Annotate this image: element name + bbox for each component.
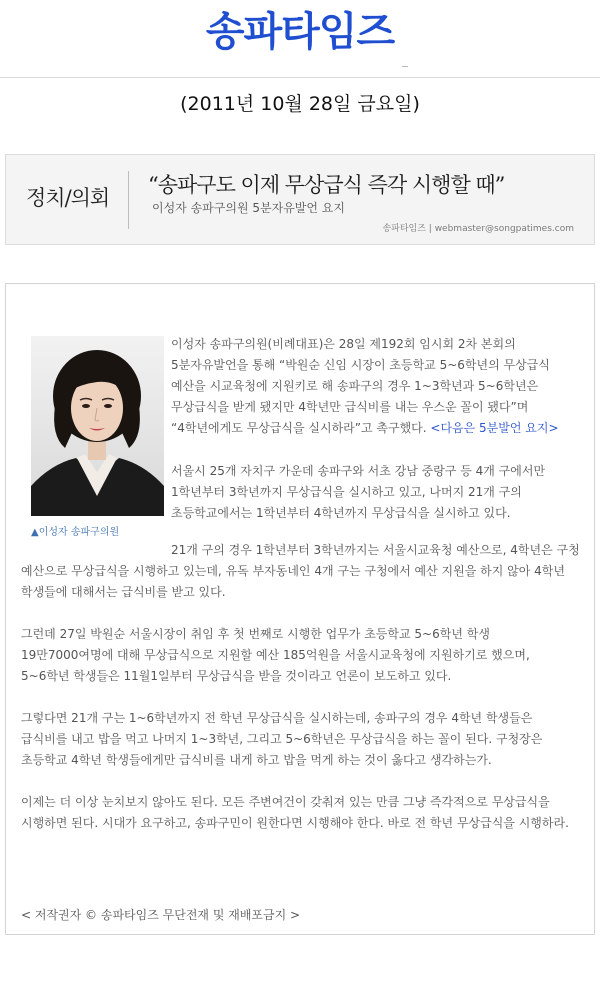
article-header bbox=[5, 154, 595, 245]
paragraph-2: 서울시 25개 자치구 가운데 송파구와 서초 강남 중랑구 등 4개 구에서만 1학년부터 3학년까지 무상급식을 실시하고 있고, 나머지 21개 구의 초등학교에서는 1학년부터 4학년까지 무상급식을 실시하고 있다. bbox=[171, 464, 546, 520]
article-subtitle: 이성자 송파구의원 5분자유발언 요지 bbox=[152, 201, 345, 215]
site-logo[interactable]: 송파타임즈 bbox=[205, 9, 395, 55]
header-divider bbox=[128, 171, 129, 229]
logo-divider bbox=[402, 66, 408, 67]
section-name[interactable]: 정치/의회 bbox=[26, 186, 110, 210]
copyright-notice: < 저작권자 © 송파타임즈 무단전재 및 재배포금지 > bbox=[21, 908, 301, 922]
paragraph-4: 그런데 27일 박원순 서울시장이 취임 후 첫 번째로 시행한 업무가 초등학교 5~6학년 학생 19만7000여명에 대해 무상급식으로 지원할 예산 185억원을 서울시교육청에 지원하기로 했으며, 5~6학년 학생들은 11월1일부터 무상급식을 받을 것이라고 언론이 보도하고 있다. bbox=[21, 627, 530, 683]
issue-date: (2011년 10월 28일 금요일) bbox=[180, 93, 420, 115]
article-title: “송파구도 이제 무상급식 즉각 시행할 때” bbox=[148, 173, 505, 197]
portrait-image bbox=[31, 336, 164, 516]
article-body bbox=[5, 283, 595, 935]
more-link[interactable]: <다음은 5분발언 요지> bbox=[430, 421, 559, 435]
paragraph-3: 21개 구의 경우 1학년부터 3학년까지는 서울시교육청 예산으로, 4학년은 구청 예산으로 무상급식을 시행하고 있는데, 유독 부자동네인 4개 구는 구청에서 예산 지원을 하지 않아 4학년 학생들에 대해서는 급식비를 받고 있다. bbox=[21, 543, 580, 599]
paragraph-5: 그렇다면 21개 구는 1~6학년까지 전 학년 무상급식을 실시하는데, 송파구의 경우 4학년 학생들은 급식비를 내고 밥을 먹고 나머지 1~3학년, 그리고 5~6학년은 무상급식을 하는 꼴이 된다. 구청장은 초등학교 4학년 학생들에게만 급식비를 내게 하고 밥을 먹게 하는 것이 옳다고 생각하는가. bbox=[21, 711, 543, 767]
masthead bbox=[0, 0, 600, 78]
paragraph-1-text: 이성자 송파구의원(비례대표)은 28일 제192회 임시회 2차 본회의 5분자유발언을 통해 “박원순 신임 시장이 초등학교 5~6학년의 무상급식 예산을 시교육청에 지원키로 해 송파구의 경우 1~3학년과 5~6학년은 무상급식을 받게 됐지만 4학년만 급식비를 내는 우스운 꼴이 됐다”며 “4학년에게도 무상급식을 실시하라”고 촉구했다. bbox=[171, 337, 550, 435]
photo-caption: ▲이성자 송파구의원 bbox=[31, 527, 120, 538]
paragraph-6: 이제는 더 이상 눈치보지 않아도 된다. 모든 주변여건이 갖춰져 있는 만큼 그냥 즉각적으로 무상급식을 시행하면 된다. 시대가 요구하고, 송파구민이 원한다면 시행해야 한다. 바로 전 학년 무상급식을 시행하라. bbox=[21, 795, 569, 830]
paragraph-1 bbox=[171, 334, 579, 439]
article-credit[interactable]: 송파타임즈 | webmaster@songpatimes.com bbox=[382, 224, 574, 234]
councilor-photo bbox=[31, 336, 164, 516]
